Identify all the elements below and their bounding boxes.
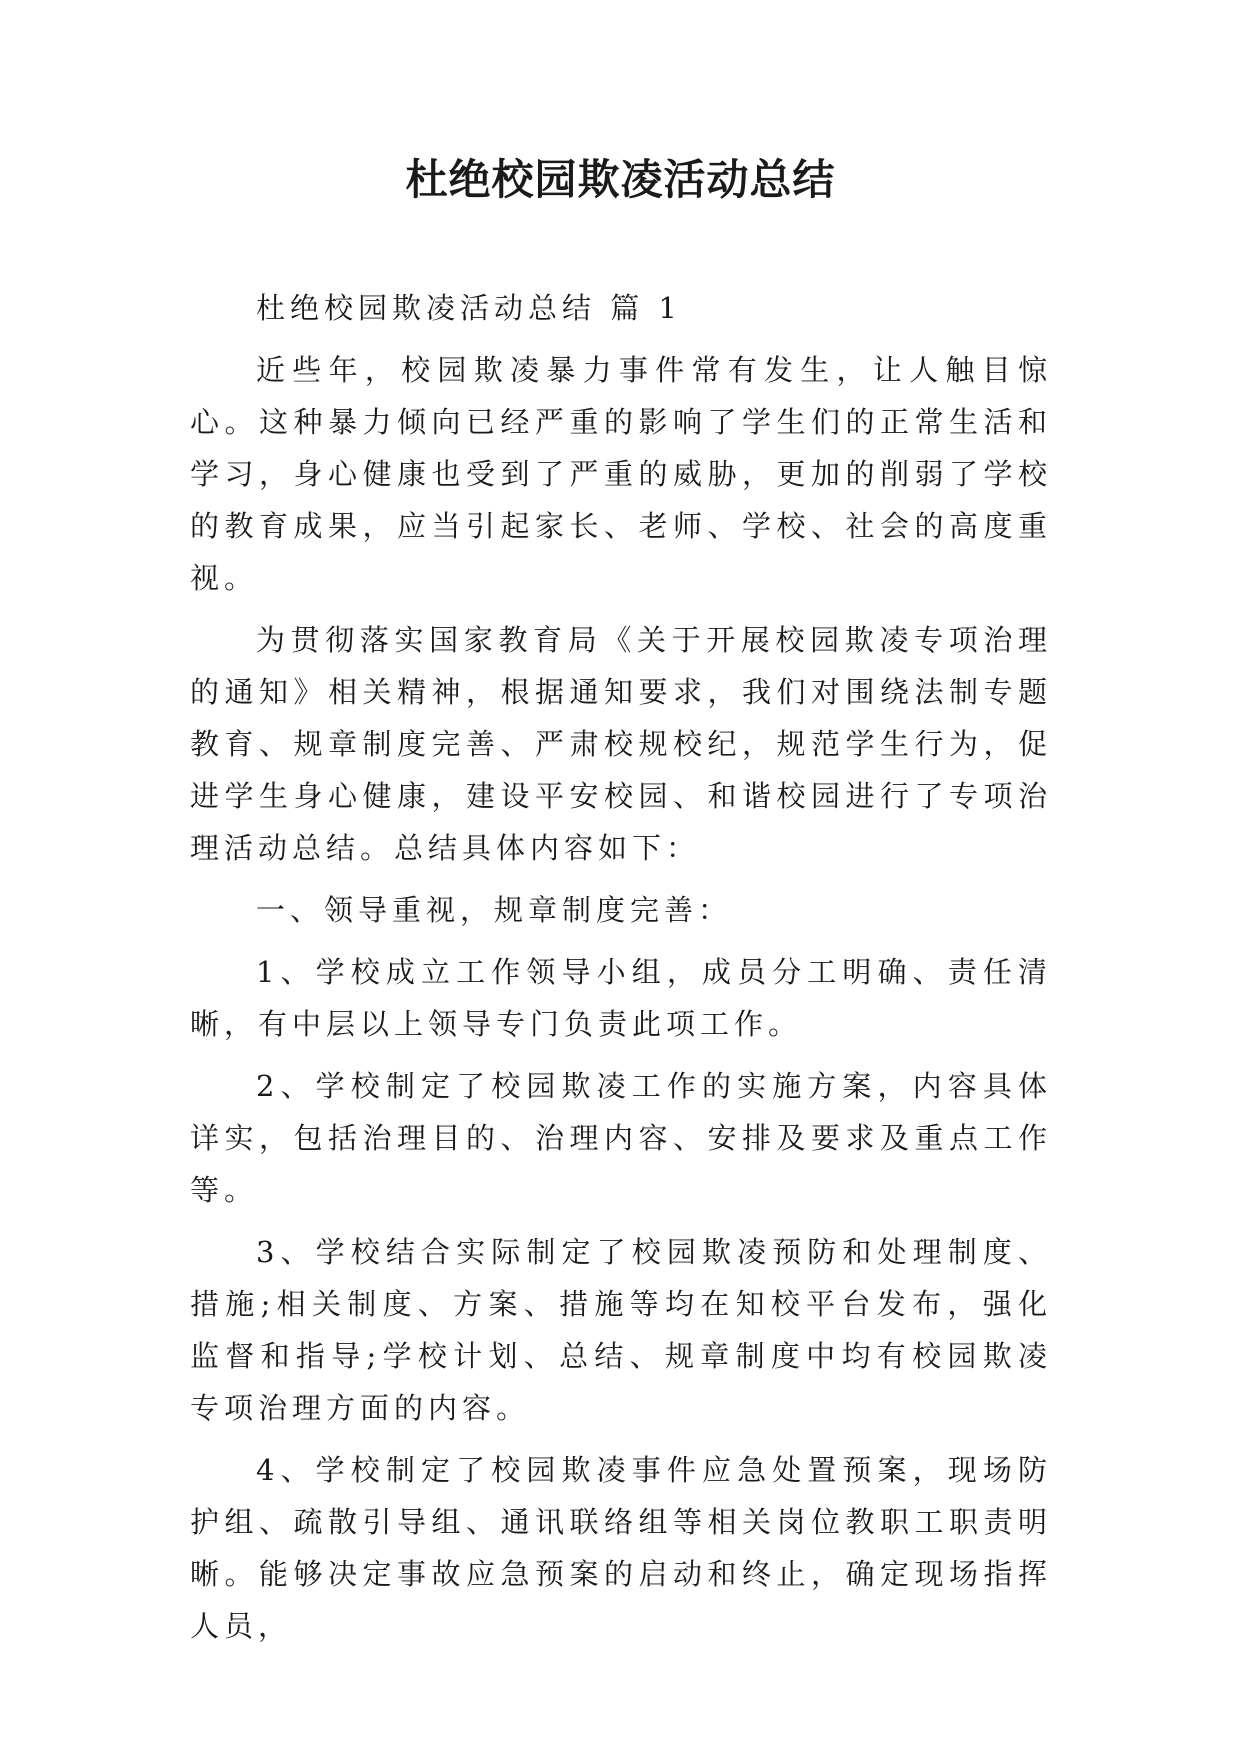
paragraph-heading-1: 一、领导重视，规章制度完善： (256, 893, 733, 927)
paragraph-item-3: 3、学校结合实际制定了校园欺凌预防和处理制度、措施;相关制度、方案、措施等均在知校平台发布，强化监督和指导;学校计划、总结、规章制度中均有校园欺凌专项治理方面的内容。 (190, 1235, 1052, 1425)
paragraph-intro: 近些年，校园欺凌暴力事件常有发生，让人触目惊心。这种暴力倾向已经严重的影响了学生们的正常生活和学习，身心健康也受到了严重的威胁，更加的削弱了学校的教育成果，应当引起家长、老师、学校、社会的高度重视。 (190, 353, 1052, 595)
paragraph-purpose: 为贯彻落实国家教育局《关于开展校园欺凌专项治理的通知》相关精神，根据通知要求，我们对围绕法制专题教育、规章制度完善、严肃校规校纪，规范学生行为，促进学生身心健康，建设平安校园、和谐校园进行了专项治理活动总结。总结具体内容如下： (190, 623, 1052, 865)
paragraph-item-1: 1、学校成立工作领导小组，成员分工明确、责任清晰，有中层以上领导专门负责此项工作。 (190, 955, 1052, 1041)
document-body (190, 282, 1052, 1652)
paragraph-item-2: 2、学校制定了校园欺凌工作的实施方案，内容具体详实，包括治理目的、治理内容、安排及要求及重点工作等。 (190, 1069, 1052, 1207)
section-heading: 杜绝校园欺凌活动总结 篇 1 (256, 291, 682, 325)
document-title: 杜绝校园欺凌活动总结 (405, 155, 836, 204)
paragraph-item-4: 4、学校制定了校园欺凌事件应急处置预案，现场防护组、疏散引导组、通讯联络组等相关岗位教职工职责明晰。能够决定事故应急预案的启动和终止，确定现场指挥人员， (190, 1453, 1052, 1643)
